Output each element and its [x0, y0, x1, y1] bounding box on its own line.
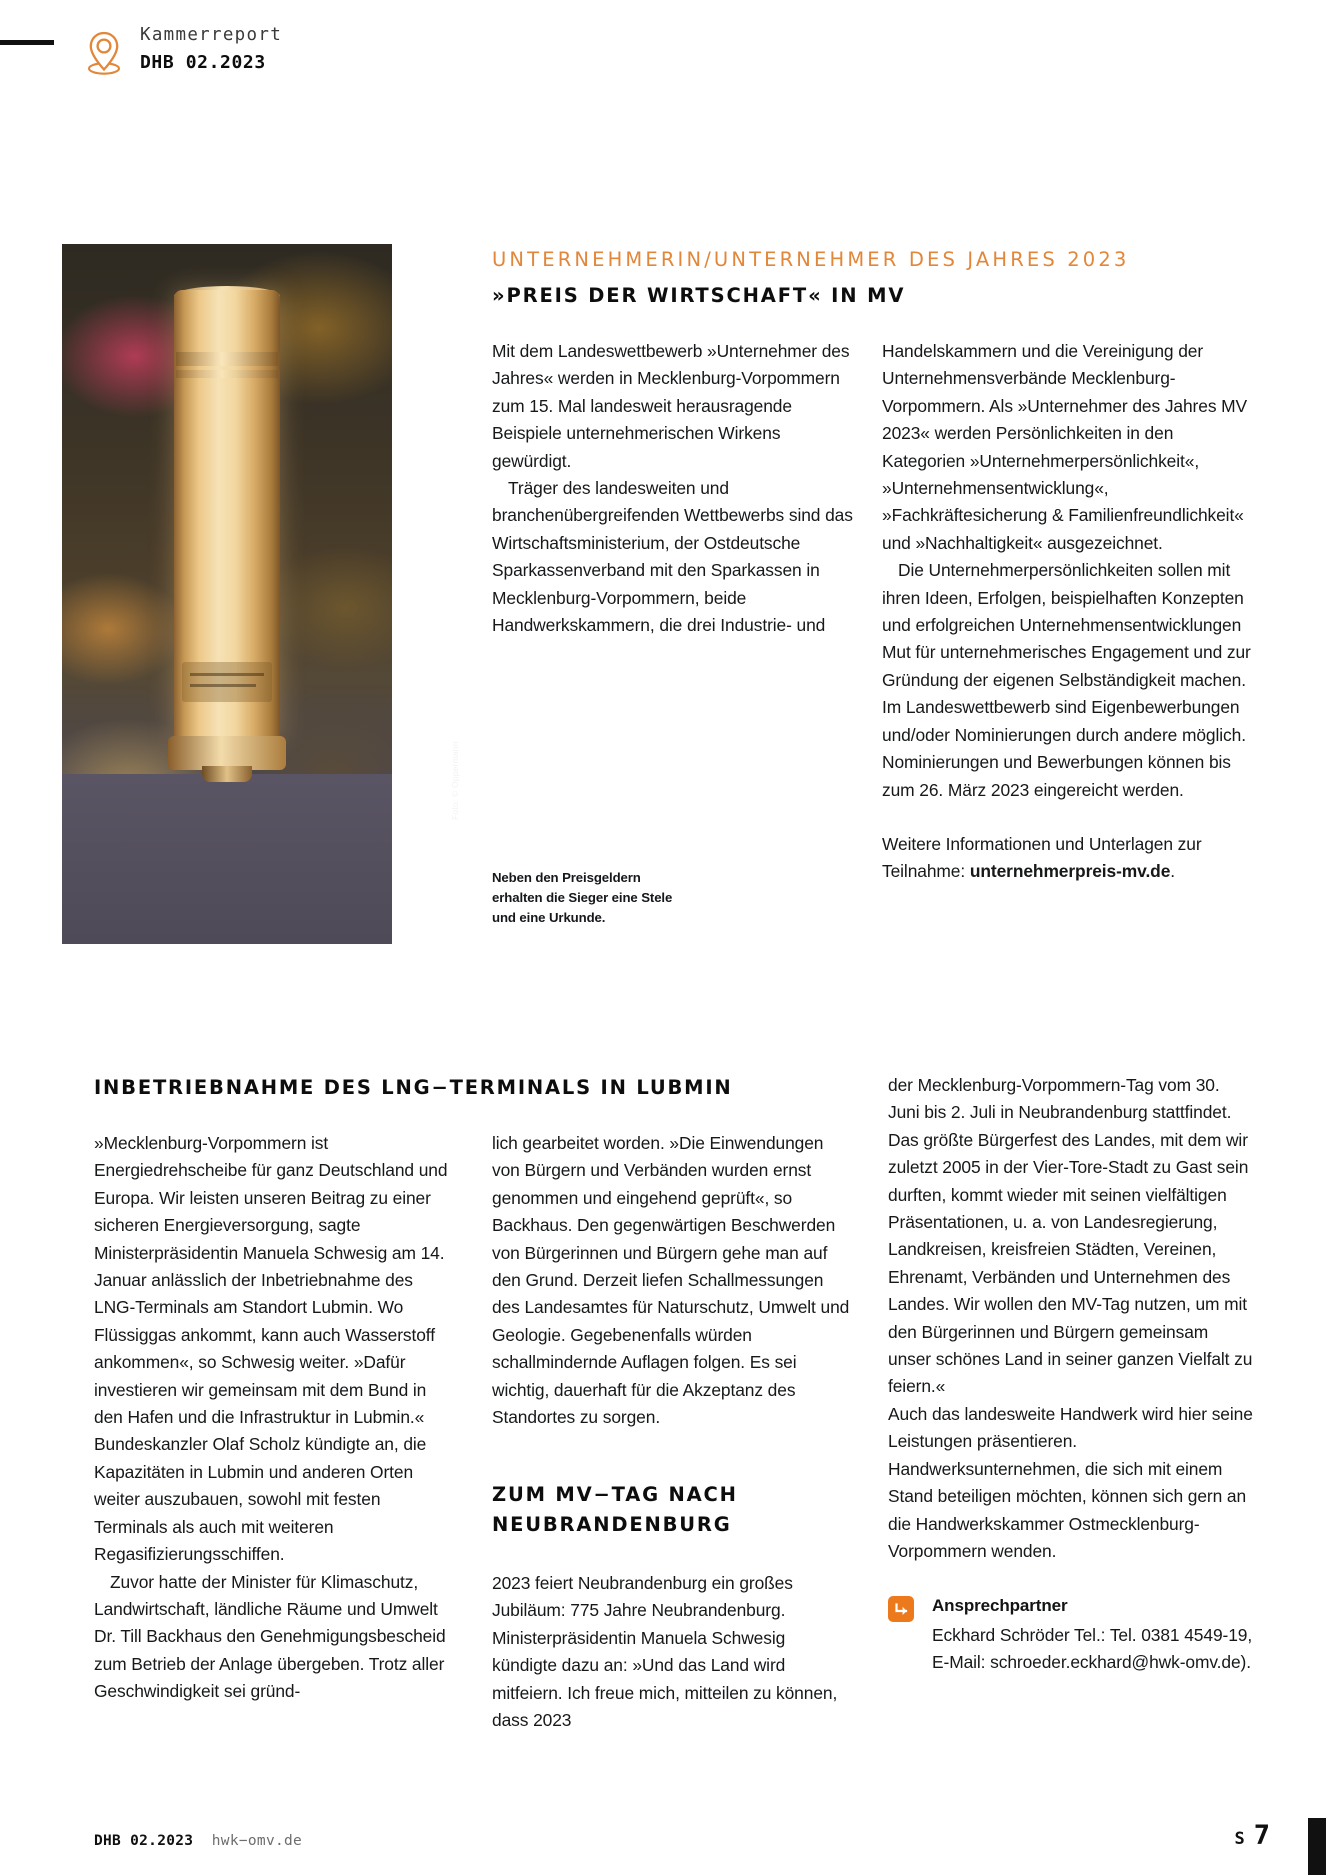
footer-issue: DHB 02.2023 — [94, 1833, 194, 1849]
paragraph: Auch das landesweite Handwerk wird hier seine Leistungen präsentieren. Handwerksunternehmen, die sich mit einem Stand beteiligen möchten, können sich gern an die Handwerkskammer Ostmecklenburg-Vorpommern wenden. — [888, 1403, 1253, 1561]
article-photo-block — [62, 244, 460, 944]
paragraph: »Mecklenburg-Vorpommern ist Energiedrehscheibe für ganz Deutschland und Europa. Wir leisten unseren Beitrag zu einer sicheren Energieversorgung, sagte Ministerpräsidentin Manuela Schwesig am 14. Januar anlässlich der Inbetriebnahme des LNG-Terminals am Standort Lubmin. Wo Flüssiggas ankommt, kann auch Wasserstoff ankommen«, so Schwesig weiter. »Dafür investieren wir gemeinsam mit dem Bund in den Hafen und die Infrastruktur in Lubmin.« Bundeskanzler Olaf Scholz kündigte an, die Kapazitäten in Lubmin und anderen Orten weiter auszubauen, sowohl mit festen Terminals als auch mit weiteren Regasifizierungsschiffen. — [94, 1133, 448, 1565]
photo-credit: Foto: © Oppermann — [450, 741, 460, 820]
footer-url[interactable]: hwk−omv.de — [211, 1833, 303, 1849]
paragraph: Träger des landesweiten und branchenübergreifenden Wettbewerbs sind das Wirtschaftsministerium, der Ostdeutsche Sparkassenverband mit den Sparkassen in Mecklenburg-Vorpommern, beide Handwerkskammern, die drei Industrie- und — [492, 478, 853, 636]
paragraph: der Mecklenburg-Vorpommern-Tag vom 30. Juni bis 2. Juli in Neubrandenburg stattfindet. Das größte Bürgerfest des Landes, mit dem wir zuletzt 2005 in der Vier-Tore-Stadt zu Gast sein durften, kommt wieder mit seinen vielfältigen Präsentationen, u. a. von Landesregierung, Landkreisen, kreisfreien Städten, Vereinen, Ehrenamt, Verbänden und Unternehmen des Landes. Wir wollen den MV-Tag nutzen, um mit den Bürgerinnen und Bürgern gemeinsam unser schönes Land in seiner ganzen Vielfalt zu feiern.« — [888, 1075, 1253, 1397]
photo-caption: Neben den Preisgeldern erhalten die Sieger eine Stele und eine Urkunde. — [492, 870, 673, 925]
photo-table-surface — [62, 774, 392, 944]
info-prefix: Weitere Informationen und Unterlagen zur Teilnahme: — [882, 833, 1202, 882]
paragraph: Die Unternehmerpersönlichkeiten sollen mit ihren Ideen, Erfolgen, beispielhaften Konzepten und erfolgreichen Unternehmensentwicklungen Mut für unternehmerisches Engagement und zur Gründung der eigenen Selbständigkeit machen. Im Landeswettbewerb sind Eigenbewerbungen und/oder Nominierungen durch andere möglich. Nominierungen und Bewerbungen können bis zum 26. März 2023 eingereicht werden. — [882, 560, 1251, 800]
contact-title: Ansprechpartner — [932, 1596, 1068, 1615]
trophy-illustration — [168, 290, 286, 790]
lng-column-1 — [94, 1130, 452, 1706]
paragraph: lich gearbeitet worden. »Die Einwendungen von Bürgern und Verbänden wurden ernst genommen und eingehend geprüft«, so Backhaus. Den gegenwärtigen Beschwerden von Bürgerinnen und Bürgern gehe man auf den Grund. Derzeit liefen Schallmessungen des Landesamtes für Naturschutz, Umwelt und Geologie. Gegebenenfalls würden schallmindernde Auflagen folgen. Es sei wichtig, dauerhaft für die Akzeptanz des Standortes zu sorgen. — [492, 1133, 850, 1428]
lead-column-1 — [492, 338, 862, 639]
info-paragraph — [882, 831, 1252, 886]
info-suffix: . — [1170, 861, 1176, 882]
footer-page-number: 7 — [1253, 1820, 1270, 1851]
contact-details: Eckhard Schröder Tel.: Tel. 0381 4549-19, E-Mail: schroeder.eckhard@hwk-omv.de). — [932, 1625, 1253, 1673]
footer-page-prefix: S — [1234, 1829, 1245, 1849]
lng-column-2 — [492, 1130, 854, 1431]
masthead-kicker: Kammerreport — [140, 25, 283, 45]
article-eyebrow: UNTERNEHMERIN/UNTERNEHMER DES JAHRES 2023 — [492, 248, 1130, 271]
info-link[interactable]: unternehmerpreis-mv.de — [969, 861, 1171, 882]
paragraph: Zuvor hatte der Minister für Klimaschutz, Landwirtschaft, ländliche Räume und Umwelt Dr. Till Backhaus den Genehmigungsbescheid zum Betrieb der Anlage übergeben. Trotz aller Geschwindigkeit sei gründ- — [94, 1571, 446, 1702]
arrow-down-right-badge-icon — [888, 1596, 914, 1622]
lng-section-heading: INBETRIEBNAHME DES LNG−TERMINALS IN LUBMIN — [94, 1076, 733, 1099]
page-edge-bar — [1308, 1818, 1326, 1875]
paragraph: 2023 feiert Neubrandenburg ein großes Jubiläum: 775 Jahre Neubrandenburg. Ministerpräsidentin Manuela Schwesig kündigte dazu an: »Und das Land wird mitfeiern. Ich freue mich, mitteilen zu können, dass 2023 — [492, 1573, 838, 1731]
footer-page-indicator — [1234, 1822, 1270, 1849]
masthead-text — [140, 22, 282, 76]
lead-column-2 — [882, 338, 1252, 886]
location-pin-icon — [84, 26, 124, 78]
mvtag-column-2 — [492, 1570, 854, 1734]
footer-left — [94, 1832, 302, 1850]
masthead-issue: DHB 02.2023 — [140, 52, 266, 73]
masthead-rule — [0, 40, 54, 45]
trophy-photo — [62, 244, 392, 944]
paragraph: Mit dem Landeswettbewerb »Unternehmer des Jahres« werden in Mecklenburg-Vorpommern zum 15. Mal landesweit herausragende Beispiele unternehmerischen Wirkens gewürdigt. — [492, 341, 850, 471]
mvtag-section-heading: ZUM MV−TAG NACH NEUBRANDENBURG — [492, 1483, 738, 1536]
masthead — [0, 25, 1326, 98]
paragraph: Handelskammern und die Vereinigung der Unternehmensverbände Mecklenburg-Vorpommern. Als »Unternehmer des Jahres MV 2023« werden Persönlichkeiten in den Kategorien »Unternehmerpersönlichkeit«, »Unternehmensentwicklung«, »Fachkräftesicherung & Familienfreundlichkeit« und »Nachhaltigkeit« ausgezeichnet. — [882, 341, 1248, 553]
article-headline: »PREIS DER WIRTSCHAFT« IN MV — [492, 284, 906, 307]
mvtag-column-3 — [888, 1072, 1254, 1565]
